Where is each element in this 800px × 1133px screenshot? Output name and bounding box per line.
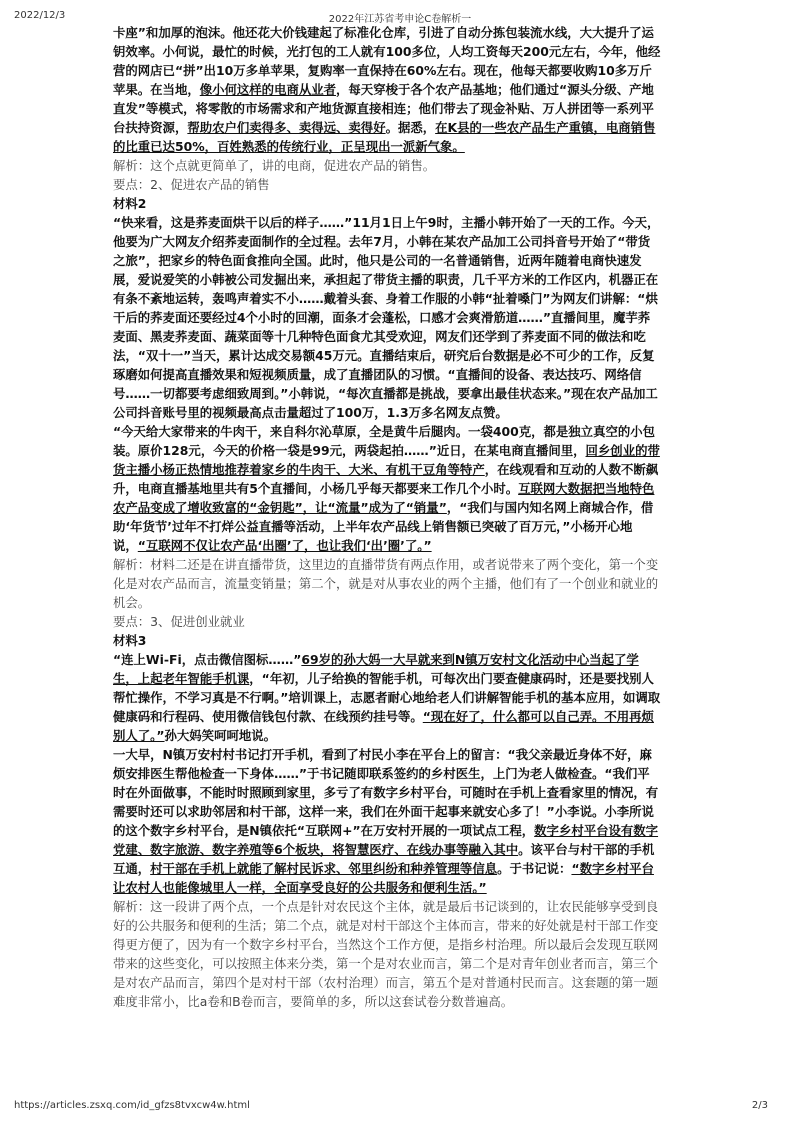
text-run: “今天给大家带来的牛肉干，来自科尔沁草原，全是黄牛后腿肉。一袋400克，都是独立真空的小包装。原价128元，今天的价格一袋是99元，两袋起拍……”近日，在某电商直播间里， xyxy=(113,424,656,458)
text-run: 。于书记说： xyxy=(497,861,572,876)
material-paragraph xyxy=(113,650,661,745)
key-point: 要点：2、促进农产品的销售 xyxy=(113,177,270,192)
text-run: “连上Wi-Fi，点击微信图标……” xyxy=(113,652,302,667)
text-run: ，“我们与国内知名网上商城合作，借助‘年货节’过年不打烊公益直播等活动，上半年农产品线上销售额已突破了百万元，”小杨开心地说， xyxy=(113,500,654,553)
underlined-text: 村干部在手机上就能了解村民诉求、邻里纠纷和种养管理等信息 xyxy=(150,861,498,876)
text-run: ，每天穿梭于各个农产品基地；他们通过“源头分级、产地直发”等模式，将零散的市场需求和产地货源直接相连；他们带去了现金补贴、万人拼团等一系列平台扶持资源， xyxy=(113,82,654,135)
analysis-paragraph: 解析：材料二还是在讲直播带货，这里边的直播带货有两点作用，或者说带来了两个变化，第一个变化是对农产品而言，流量变销量；第二个，就是对从事农业的两个主播，他们有了一个创业和就业的机会。 xyxy=(113,557,659,610)
analysis-paragraph: 解析：这一段讲了两个点，一个点是针对农民这个主体，就是最后书记谈到的，让农民能够享受到良好的公共服务和便利的生活；第二个点，就是对村干部这个主体而言，带来的好处就是村干部工作变得更方便了，因为有一个数字乡村平台，当然这个工作方便，是指乡村治理。所以最后会发现互联网带来的这些变化，可以按照主体来分类，第一个是对农业而言，第二个是对青年创业者而言，第三个是对农产品而言，第四个是对村干部（农村治理）而言，第五个是对普通村民而言。这套题的第一题难度非常小，比a卷和B卷而言，要简单的多，所以这套试卷分数普遍高。 xyxy=(113,899,659,1009)
header-date: 2022/12/3 xyxy=(14,10,66,21)
text-run: 。该平台与村干部的手机互通， xyxy=(113,842,655,876)
text-run: 卡座”和加厚的泡沫。他还花大价钱建起了标准化仓库，引进了自动分拣包装流水线，大大提升了运钥效率。小何说，最忙的时候，光打包的工人就有100多位，人均工资每天200元左右，今年，他经营的网店已“拼”出10万多单苹果，复购率一直保持在60%左右。现在，他每天都要收购10多万斤苹果。在当地， xyxy=(113,25,661,97)
text-run: 一大早，N镇万安村村书记打开手机，看到了村民小李在平台上的留言：“我父亲最近身体不好，麻烦安排医生帮他检查一下身体……”于书记随即联系签约的乡村医生，上门为老人做检查。“我们平时在外面做事，不能时时照顾到家里，多亏了有数字乡村平台，可随时在手机上查看家里的情况，有需要时还可以求助邻居和村干部，这样一来，我们在外面干起事来就安心多了！”小李说。小李所说的这个数字乡村平台，是N镇依托“互联网+”在万安村开展的一项试点工程， xyxy=(113,747,659,838)
text-run: ，“年初，儿子给换的智能手机，可每次出门要查健康码时，还是要找别人帮忙操作，不学习真是不行啊。”培训课上，志愿者耐心地给老人们讲解智能手机的基本应用，如调取健康码和行程码、使用微信钱包付款、在线预约挂号等。 xyxy=(113,671,661,724)
material-paragraph xyxy=(113,745,661,897)
underlined-text: 在K县的一些农产品生产重镇，电商销售的比重已达50%，百姓熟悉的传统行业，正呈现出一派新气象。 xyxy=(113,120,656,154)
analysis-paragraph: 解析：这个点就更简单了，讲的电商，促进农产品的销售。 xyxy=(113,158,436,173)
underlined-text: “数字乡村平台让农村人也能像城里人一样，全面享受良好的公共服务和便利生活。” xyxy=(113,861,654,895)
material-paragraph xyxy=(113,213,661,422)
material-heading: 材料3 xyxy=(113,633,147,648)
material-paragraph xyxy=(113,23,661,156)
underlined-text: 回乡创业的带货主播小杨正热情地推荐着家乡的牛肉干、大米、有机干豆角等特产 xyxy=(113,443,660,477)
text-run: 。据悉， xyxy=(385,120,436,135)
underlined-text: 像小何这样的电商从业者 xyxy=(199,82,337,97)
material-heading: 材料2 xyxy=(113,196,147,211)
key-point: 要点：3、促进创业就业 xyxy=(113,614,245,629)
footer-url[interactable]: https://articles.zsxq.com/id_gfzs8tvxcw4w.html xyxy=(14,1100,250,1111)
text-run: 孙大妈笑呵呵地说。 xyxy=(164,728,277,743)
underlined-text: 69岁的孙大妈一大早就来到N镇万安村文化活动中心当起了学生，上起老年智能手机课 xyxy=(113,652,639,686)
text-run: ，在线观看和互动的人数不断飙升，电商直播基地里共有5个直播间，小杨几乎每天都要来工作几个小时。 xyxy=(113,462,659,496)
material-paragraph xyxy=(113,422,661,555)
underlined-text: 互联网大数据把当地特色农产品变成了增收致富的“金钥匙”，让“流量”成为了“销量” xyxy=(113,481,655,515)
page-header xyxy=(0,7,800,23)
article-content xyxy=(113,23,661,1011)
underlined-text: “互联网不仅让农产品‘出圈’了，也让我们‘出’圈’了。” xyxy=(137,538,432,553)
header-title: 2022年江苏省考申论C卷解析一 xyxy=(328,14,472,25)
text-run: “快来看，这是荞麦面烘干以后的样子……”11月1日上午9时，主播小韩开始了一天的工作。今天，他要为广大网友介绍荞麦面制作的全过程。去年7月，小韩在某农产品加工公司抖音号开始了“带货之旅”，把家乡的特色面食推向全国。此时，他只是公司的一名普通销售，近两年随着电商快速发展，爱说爱笑的小韩被公司发掘出来，承担起了带货主播的职责，几千平方米的工作区内，机器正在有条不紊地运转，轰鸣声着实不小……戴着头套、身着工作服的小韩“扯着嗓门”为网友们讲解：“烘干后的荞麦面还要经过4个小时的回潮，面条才会蓬松，口感才会爽滑筋道……”直播间里，魔芋荞麦面、黑麦荞麦面、蔬菜面等十几种特色面食尤其受欢迎，网友们还学到了荞麦面不同的做法和吃法，“双十一”当天，累计达成交易额45万元。直播结束后，研究后台数据是必不可少的工作，反复琢磨如何提高直播效果和短视频质量，成了直播团队的习惯。“直播间的设备、表达技巧、网络信号……一切都要考虑细致周到。”小韩说，“每次直播都是挑战，要拿出最佳状态来。”现在农产品加工公司抖音账号里的视频最高点击量超过了100万，1.3万多名网友点赞。 xyxy=(113,215,660,420)
page-number: 2/3 xyxy=(751,1100,768,1111)
underlined-text: 帮助农户们卖得多、卖得远、卖得好 xyxy=(187,120,386,135)
underlined-text: 数字乡村平台设有数字党建、数字旅游、数字养殖等6个板块，将智慧医疗、在线办事等融入其中 xyxy=(113,823,659,857)
underlined-text: “现在好了，什么都可以自己弄。不用再烦别人了。” xyxy=(113,709,654,743)
